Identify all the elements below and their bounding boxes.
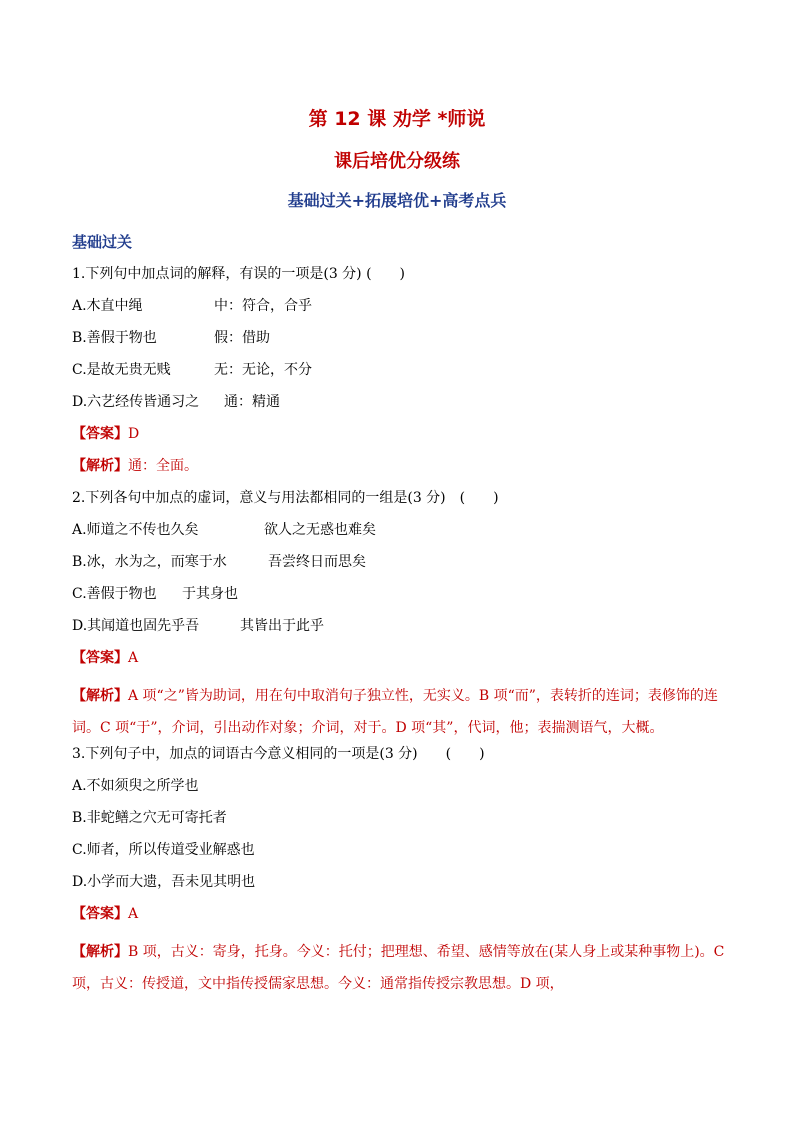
q1-answer: 【答案】D bbox=[72, 426, 140, 442]
q3-option-d: D.小学而大遗，吾未见其明也 bbox=[72, 874, 256, 890]
q3-answer: 【答案】A bbox=[72, 906, 139, 922]
q2-stem: 2.下列各句中加点的虚词，意义与用法都相同的一组是(3 分) ( ) bbox=[72, 490, 499, 506]
q3-stem: 3.下列句子中，加点的词语古今意义相同的一项是(3 分) ( ) bbox=[72, 746, 485, 762]
q2-option-b: B.冰，水为之，而寒于水 吾尝终日而思矣 bbox=[72, 554, 366, 570]
q2-option-a: A.师道之不传也久矣 欲人之无惑也难矣 bbox=[72, 522, 376, 538]
q3-explanation: 【解析】B 项，古义：寄身，托身。今义：托付；把理想、希望、感情等放在(某人身上或某种事物上)。C 项，古义：传授道，文中指传授儒家思想。今义：通常指传授宗教思想。D 项， bbox=[72, 944, 725, 992]
q1-option-c: C.是故无贵无贱 无：无论，不分 bbox=[72, 362, 312, 378]
q1-option-b: B.善假于物也 假：借助 bbox=[72, 330, 270, 346]
q1-option-a: A.木直中绳 中：符合，合乎 bbox=[72, 298, 312, 314]
q3-option-a: A.不如须臾之所学也 bbox=[72, 778, 199, 794]
q2-explanation: 【解析】A 项“之”皆为助词，用在句中取消句子独立性，无实义。B 项“而”，表转折的连词；表修饰的连词。C 项“于”，介词，引出动作对象；介词，对于。D 项“其”，代词，他；表揣测语气，大概。 bbox=[72, 688, 718, 736]
q1-stem: 1.下列句中加点词的解释，有误的一项是(3 分) ( ) bbox=[72, 266, 406, 282]
lesson-subtitle: 课后培优分级练 bbox=[334, 151, 460, 172]
q1-option-d: D.六艺经传皆通习之 通：精通 bbox=[72, 394, 280, 410]
lesson-tagline: 基础过关+拓展培优+高考点兵 bbox=[287, 191, 507, 210]
q3-option-b: B.非蛇鳝之穴无可寄托者 bbox=[72, 810, 227, 826]
exercise-content bbox=[72, 232, 732, 1000]
q3-option-c: C.师者，所以传道受业解惑也 bbox=[72, 842, 255, 858]
q2-option-d: D.其闻道也固先乎吾 其皆出于此乎 bbox=[72, 618, 324, 634]
q1-explanation: 【解析】通：全面。 bbox=[72, 458, 198, 474]
q2-option-c: C.善假于物也 于其身也 bbox=[72, 586, 238, 602]
section-heading: 基础过关 bbox=[72, 233, 133, 251]
lesson-title: 第 12 课 劝学 *师说 bbox=[308, 108, 486, 130]
q2-answer: 【答案】A bbox=[72, 650, 139, 666]
